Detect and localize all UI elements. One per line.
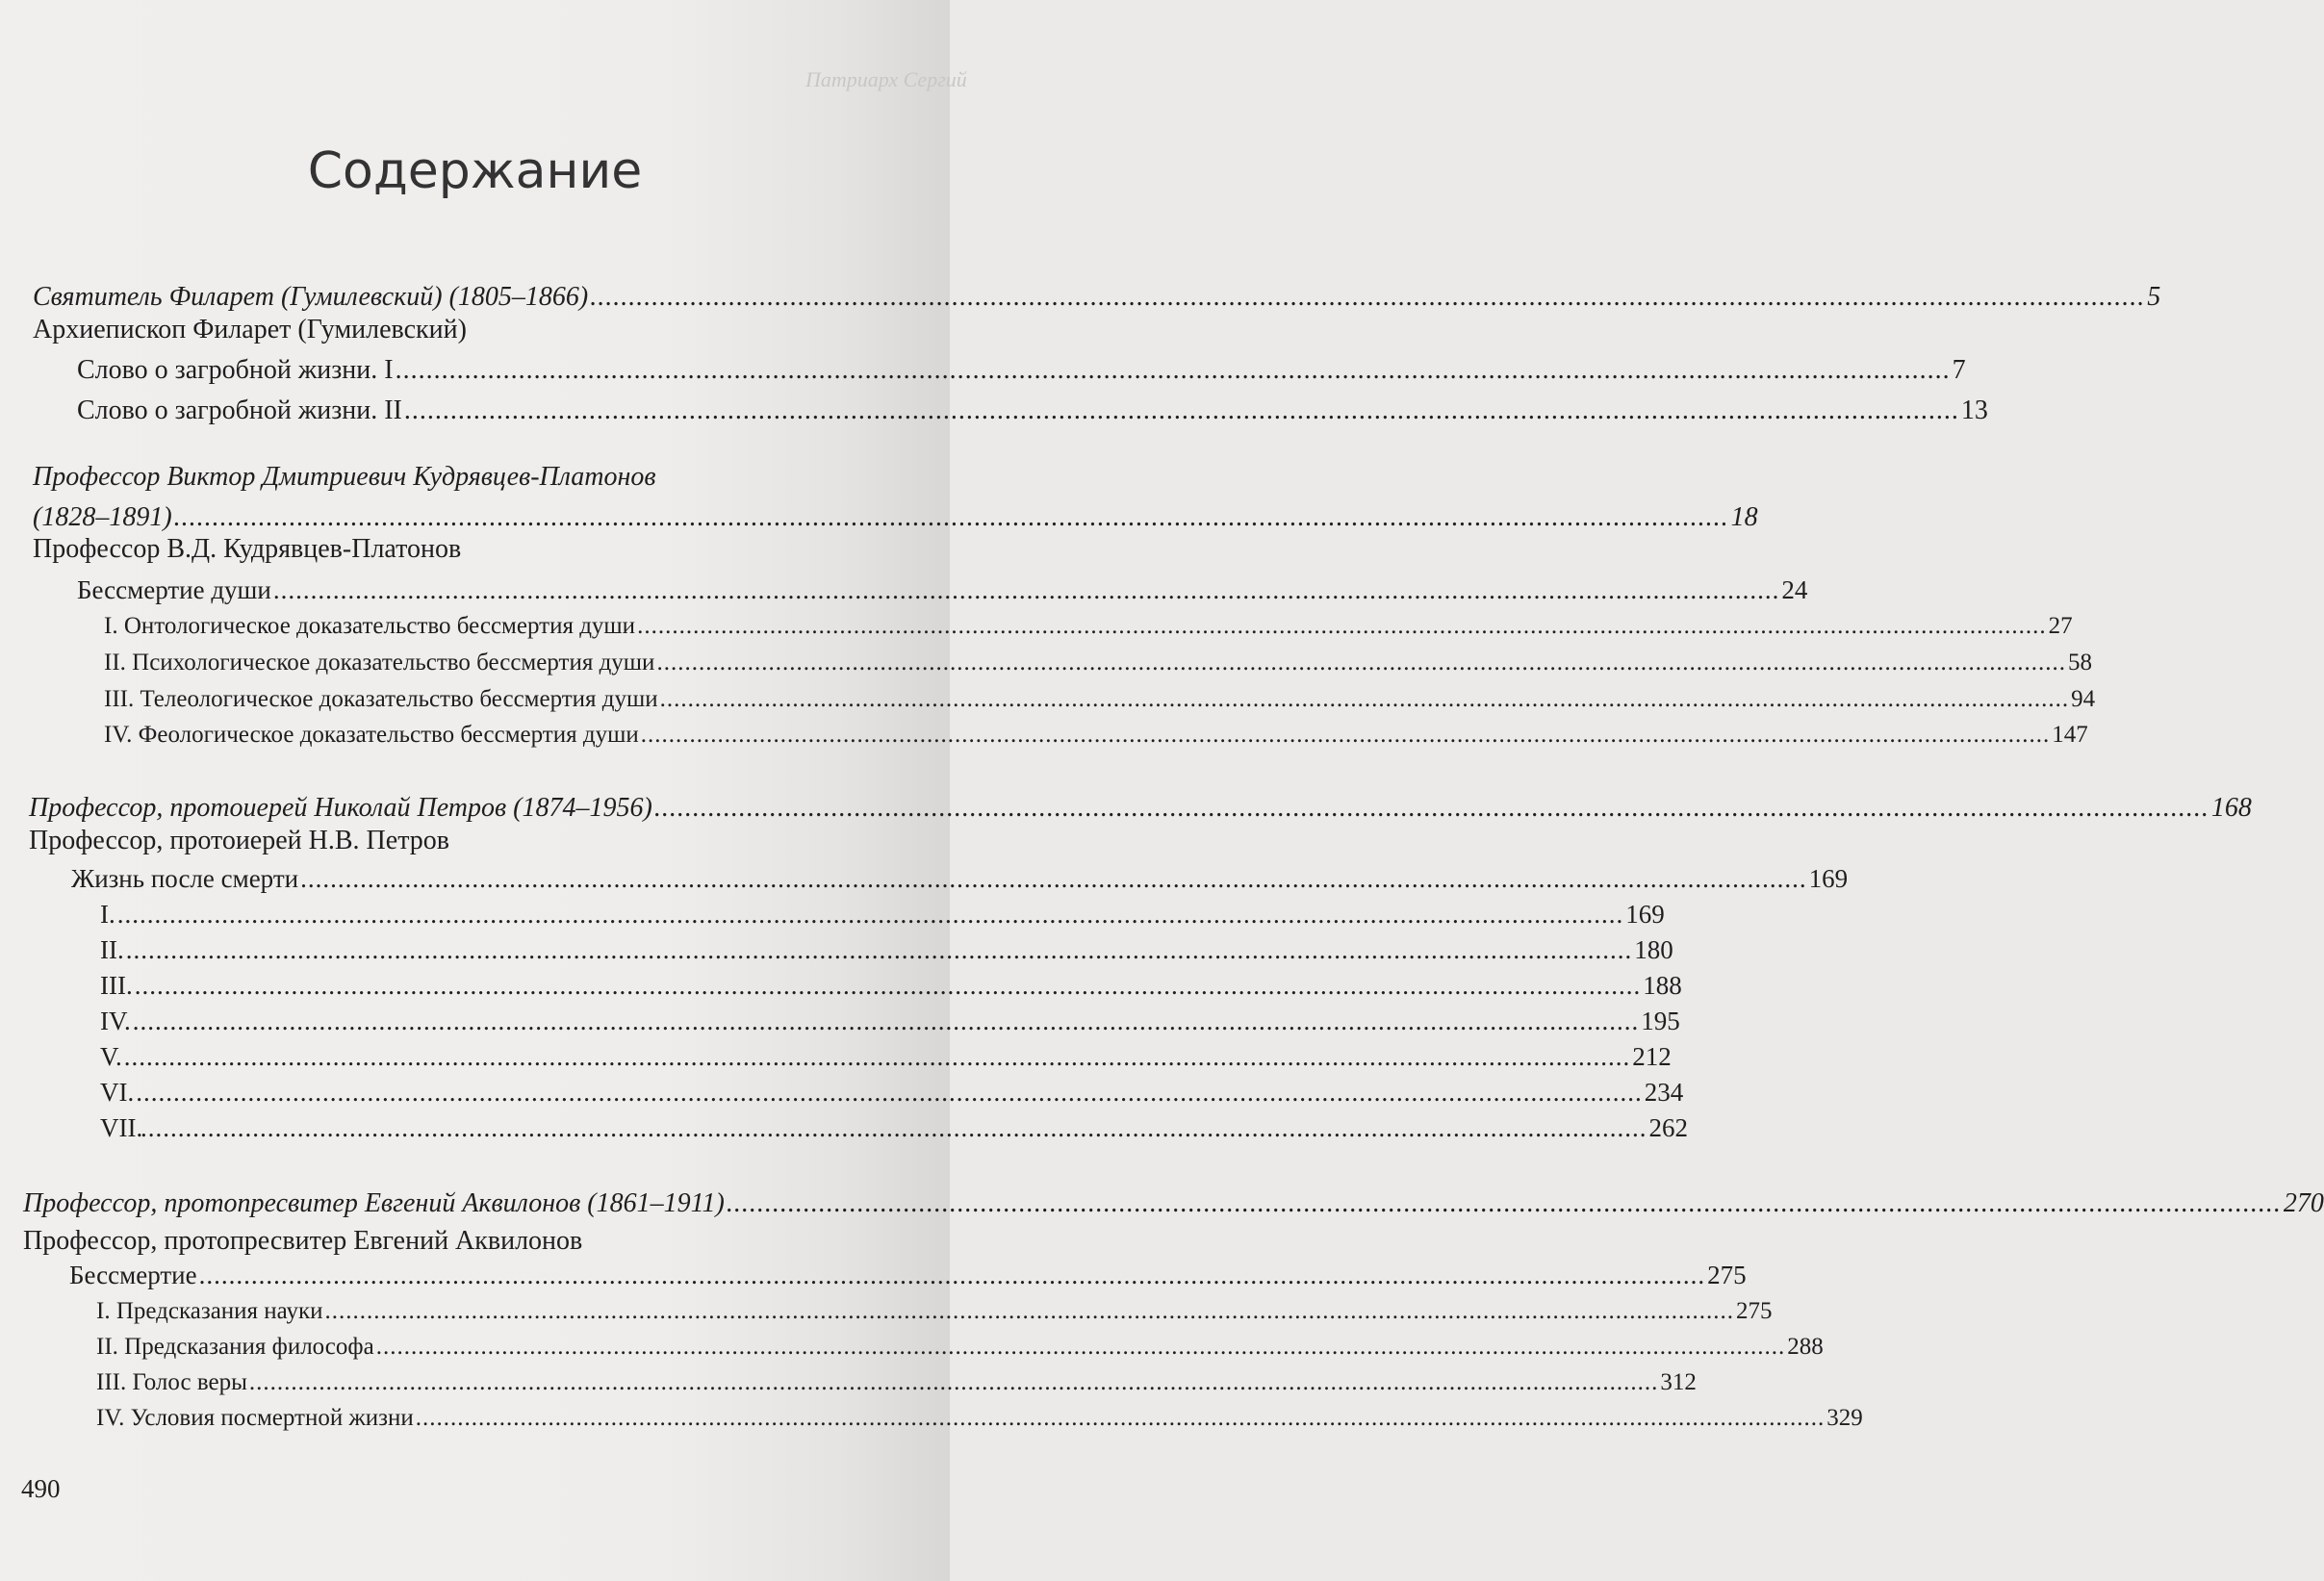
- dot-leader: [641, 723, 2051, 747]
- dot-leader: [416, 1406, 1826, 1430]
- dot-leader: [727, 1190, 2282, 1217]
- toc-work[interactable]: [77, 575, 1808, 604]
- page-number: 169: [1625, 900, 1665, 929]
- toc-entry[interactable]: [104, 686, 2096, 712]
- toc-author: Архиепископ Филарет (Гумилевский): [33, 315, 467, 344]
- toc-entry[interactable]: [100, 900, 1665, 929]
- page-number: 5: [2147, 282, 2161, 312]
- page-number: 270: [2283, 1188, 2324, 1218]
- dot-leader: [136, 1080, 1643, 1106]
- toc-entry[interactable]: [77, 395, 1988, 425]
- toc-entry[interactable]: [77, 355, 1966, 385]
- dot-leader: [117, 902, 1624, 928]
- page-number: 212: [1632, 1042, 1672, 1071]
- page-number: 13: [1960, 395, 1988, 425]
- toc-entry[interactable]: [100, 1078, 1684, 1107]
- page-number: 288: [1787, 1334, 1824, 1360]
- toc-entry-text: Слово о загробной жизни. I: [77, 355, 394, 385]
- dot-leader: [135, 973, 1642, 999]
- toc-entry-text: VII.: [100, 1113, 143, 1142]
- toc-entry[interactable]: [104, 722, 2088, 748]
- dot-leader: [140, 1115, 1647, 1141]
- page-number: 312: [1660, 1369, 1697, 1395]
- toc-section-heading[interactable]: [33, 502, 1758, 532]
- toc-entry-text: I. Предсказания науки: [96, 1298, 323, 1324]
- page-number: 188: [1643, 971, 1682, 1000]
- dot-leader: [199, 1262, 1706, 1288]
- toc-author: Профессор В.Д. Кудрявцев-Платонов: [33, 534, 462, 564]
- dot-leader: [133, 1008, 1640, 1034]
- toc-entry-text: V.: [100, 1042, 122, 1071]
- toc-heading-text: Профессор, протоиерей Николай Петров (1874–1956): [29, 793, 652, 823]
- toc-entry[interactable]: [96, 1298, 1773, 1324]
- page-number: 195: [1641, 1007, 1680, 1035]
- toc-author: Профессор, протопресвитер Евгений Аквилонов: [23, 1226, 583, 1256]
- page-number: 275: [1736, 1298, 1773, 1324]
- running-head: Патриарх Сергий: [805, 67, 967, 91]
- toc-section-heading[interactable]: [33, 282, 2161, 312]
- toc-entry-text: II.: [100, 935, 124, 964]
- dot-leader: [404, 397, 1959, 424]
- dot-leader: [126, 937, 1633, 963]
- dot-leader: [124, 1044, 1631, 1070]
- toc-entry[interactable]: [100, 1007, 1680, 1035]
- toc-heading-text: (1828–1891): [33, 502, 172, 532]
- toc-heading-text: Профессор, протопресвитер Евгений Аквилонов (1861–1911): [23, 1188, 725, 1218]
- dot-leader: [325, 1299, 1735, 1323]
- toc-entry-text: IV. Феологическое доказательство бессмертия души: [104, 722, 639, 748]
- toc-work[interactable]: [71, 864, 1849, 893]
- page-title: Содержание: [307, 142, 643, 200]
- dot-leader: [590, 284, 2145, 311]
- page-number: 234: [1644, 1078, 1684, 1107]
- page-number: 180: [1634, 935, 1673, 964]
- page-number: 147: [2052, 722, 2088, 748]
- page-number: 169: [1808, 864, 1849, 893]
- toc-entry[interactable]: [100, 1113, 1688, 1142]
- toc-entry-text: III. Телеологическое доказательство бессмертия души: [104, 686, 658, 712]
- dot-leader: [300, 866, 1807, 892]
- dot-leader: [249, 1370, 1659, 1394]
- toc-entry[interactable]: [96, 1405, 1863, 1431]
- dot-leader: [637, 614, 2047, 638]
- dot-leader: [654, 795, 2209, 822]
- toc-author: Профессор, протоиерей Н.В. Петров: [29, 826, 449, 855]
- page-number: 168: [2210, 793, 2252, 823]
- dot-leader: [273, 577, 1780, 603]
- toc-entry[interactable]: [100, 971, 1682, 1000]
- toc-entry-text: I.: [100, 900, 115, 929]
- page-number: 329: [1826, 1405, 1863, 1431]
- dot-leader: [396, 357, 1951, 384]
- toc-entry-text: III. Голос веры: [96, 1369, 247, 1395]
- toc-section-heading[interactable]: [29, 793, 2252, 823]
- toc-entry[interactable]: [104, 613, 2073, 639]
- toc-heading-line1[interactable]: Профессор Виктор Дмитриевич Кудрявцев-Платонов: [33, 462, 656, 492]
- toc-entry[interactable]: [100, 935, 1673, 964]
- toc-entry[interactable]: [100, 1042, 1672, 1071]
- toc-work[interactable]: [69, 1261, 1747, 1289]
- toc-section-heading[interactable]: [23, 1188, 2324, 1218]
- page-number: 24: [1781, 575, 1808, 604]
- toc-entry-text: III.: [100, 971, 133, 1000]
- toc-entry-text: I. Онтологическое доказательство бессмертия души: [104, 613, 636, 639]
- dot-leader: [660, 687, 2070, 711]
- page-number: 27: [2048, 613, 2073, 639]
- toc-entry-text: IV. Условия посмертной жизни: [96, 1405, 414, 1431]
- toc-work-text: Бессмертие души: [77, 575, 271, 604]
- toc-entry[interactable]: [96, 1369, 1697, 1395]
- page-number: 262: [1648, 1113, 1688, 1142]
- toc-entry-text: IV.: [100, 1007, 131, 1035]
- page-number: 7: [1952, 355, 1966, 385]
- page-number: 275: [1707, 1261, 1747, 1289]
- toc-entry[interactable]: [104, 650, 2092, 676]
- page-number: 58: [2067, 650, 2092, 676]
- dot-leader: [174, 504, 1729, 531]
- toc-work-text: Жизнь после смерти: [71, 864, 299, 893]
- toc-work-text: Бессмертие: [69, 1261, 197, 1289]
- dot-leader: [656, 650, 2066, 675]
- page-number: 94: [2071, 686, 2096, 712]
- toc-entry-text: II. Предсказания философа: [96, 1334, 374, 1360]
- toc-entry-text: II. Психологическое доказательство бессмертия души: [104, 650, 655, 676]
- toc-entry[interactable]: [96, 1334, 1824, 1360]
- toc-heading-text: Святитель Филарет (Гумилевский) (1805–1866): [33, 282, 589, 312]
- page-number-folio: 490: [21, 1474, 61, 1503]
- page-number: 18: [1730, 502, 1758, 532]
- dot-leader: [376, 1335, 1786, 1359]
- toc-entry-text: Слово о загробной жизни. II: [77, 395, 402, 425]
- toc-entry-text: VI.: [100, 1078, 135, 1107]
